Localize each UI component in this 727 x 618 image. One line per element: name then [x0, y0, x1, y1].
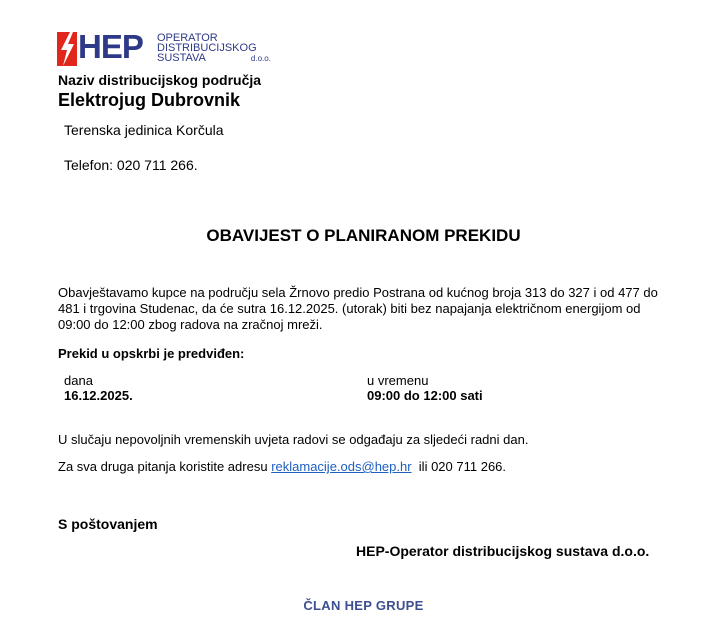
regards: S poštovanjem: [58, 516, 158, 532]
logo-suffix: d.o.o.: [250, 54, 271, 63]
group-membership: ČLAN HEP GRUPE: [303, 598, 424, 613]
outage-label: Prekid u opskrbi je predviđen:: [58, 346, 245, 361]
logo-brand: HEP: [78, 28, 143, 65]
notice-paragraph: Obavještavamo kupce na području sela Žrnovo predio Postrana od kućnog broja 313 do 327 i od 477 do 481 i trgovina Studenac, da će sutra 16.12.2025. (utorak) biti bez napajanja električnom energijom od 09:00 do 12:00 zbog radova na zračnoj mreži.: [58, 285, 658, 332]
hep-logo: [57, 28, 271, 70]
contact-email-link[interactable]: reklamacije.ods@hep.hr: [271, 459, 412, 474]
weather-note: U slučaju nepovoljnih vremenskih uvjeta radovi se odgađaju za sljedeći radni dan.: [58, 432, 529, 447]
area-label: Naziv distribucijskog područja: [58, 72, 262, 88]
date-value: 16.12.2025.: [64, 388, 133, 403]
notice-title: OBAVIJEST O PLANIRANOM PREKIDU: [206, 226, 521, 245]
area-name: Elektrojug Dubrovnik: [58, 90, 241, 110]
phone-number: Telefon: 020 711 266.: [64, 157, 198, 173]
logo-line-1: OPERATOR: [157, 32, 218, 44]
logo-line-3: SUSTAVA: [157, 52, 206, 64]
contact-prefix: Za sva druga pitanja koristite adresu: [58, 459, 268, 474]
contact-suffix: ili 020 711 266.: [418, 459, 507, 474]
time-value: 09:00 do 12:00 sati: [367, 388, 483, 403]
time-label: u vremenu: [367, 373, 429, 388]
logo-subtitle: [157, 33, 271, 64]
company-signature: HEP-Operator distribucijskog sustava d.o.o.: [356, 543, 650, 559]
date-label: dana: [64, 373, 93, 388]
logo-line-2: DISTRIBUCIJSKOG: [157, 42, 257, 54]
contact-line: [58, 459, 506, 474]
lightning-bolt-icon: [57, 32, 77, 66]
field-unit: Terenska jedinica Korčula: [64, 122, 224, 138]
